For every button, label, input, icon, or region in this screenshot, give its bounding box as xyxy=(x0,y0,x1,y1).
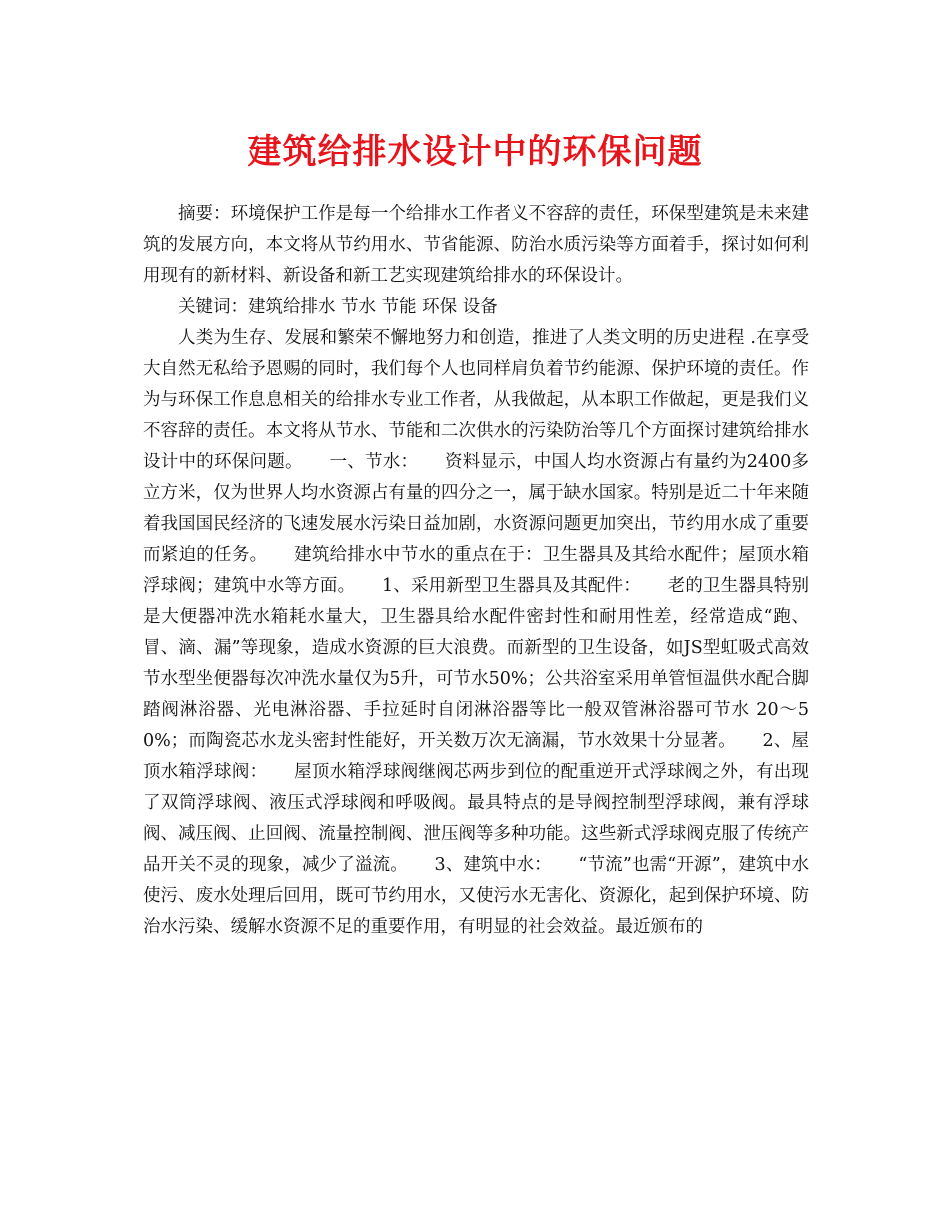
keywords-paragraph: 关键词：建筑给排水 节水 节能 环保 设备 xyxy=(178,297,498,317)
document-title: 建筑给排水设计中的环保问题 xyxy=(247,132,703,172)
abstract-paragraph: 摘要：环境保护工作是每一个给排水工作者义不容辞的责任，环保型建筑是未来建筑的发展方向，本文将从节约用水、节省能源、防治水质污染等方面着手，探讨如何利用现有的新材料、新设备和新工艺实现建筑给排水的环保设计。 xyxy=(143,204,809,286)
body-paragraph: 人类为生存、发展和繁荣不懈地努力和创造，推进了人类文明的历史进程 .在享受大自然无私给予恩赐的同时，我们每个人也同样肩负着节约能源、保护环境的责任。作为与环保工作息息相关的给排水专业工作者，从我做起，从本职工作做起，更是我们义不容辞的责任。本文将从节水、节能和二次供水的污染防治等几个方面探讨建筑给排水设计中的环保问题。 一、节水： 资料显示，中国人均水资源占有量约为2400多立方米，仅为世界人均水资源占有量的四分之一，属于缺水国家。特别是近二十年来随着我国国民经济的飞速发展水污染日益加剧，水资源问题更加突出，节约用水成了重要而紧迫的任务。 建筑给排水中节水的重点在于：卫生器具及其给水配件；屋顶水箱浮球阀；建筑中水等方面。 1、采用新型卫生器具及其配件： 老的卫生器具特别是大便器冲洗水箱耗水量大，卫生器具给水配件密封性和耐用性差，经常造成“跑、冒、滴、漏”等现象，造成水资源的巨大浪费。而新型的卫生设备，如JS型虹吸式高效节水型坐便器每次冲洗水量仅为5升，可节水50%；公共浴室采用单管恒温供水配合脚踏阀淋浴器、光电淋浴器、手拉延时自闭淋浴器等比一般双管淋浴器可节水 20～50%；而陶瓷芯水龙头密封性能好，开关数万次无滴漏，节水效果十分显著。 2、屋顶水箱浮球阀： 屋顶水箱浮球阀继阀芯两步到位的配重逆开式浮球阀之外，有出现了双筒浮球阀、液压式浮球阀和呼吸阀。最具特点的是导阀控制型浮球阀，兼有浮球阀、减压阀、止回阀、流量控制阀、泄压阀等多种功能。这些新式浮球阀克服了传统产品开关不灵的现象，减少了溢流。 3、建筑中水： “节流”也需“开源”，建筑中水使污、废水处理后回用，既可节约用水，又使污水无害化、资源化，起到保护环境、防治水污染、缓解水资源不足的重要作用，有明显的社会效益。最近颁布的 xyxy=(143,328,809,937)
document-body xyxy=(143,199,809,943)
